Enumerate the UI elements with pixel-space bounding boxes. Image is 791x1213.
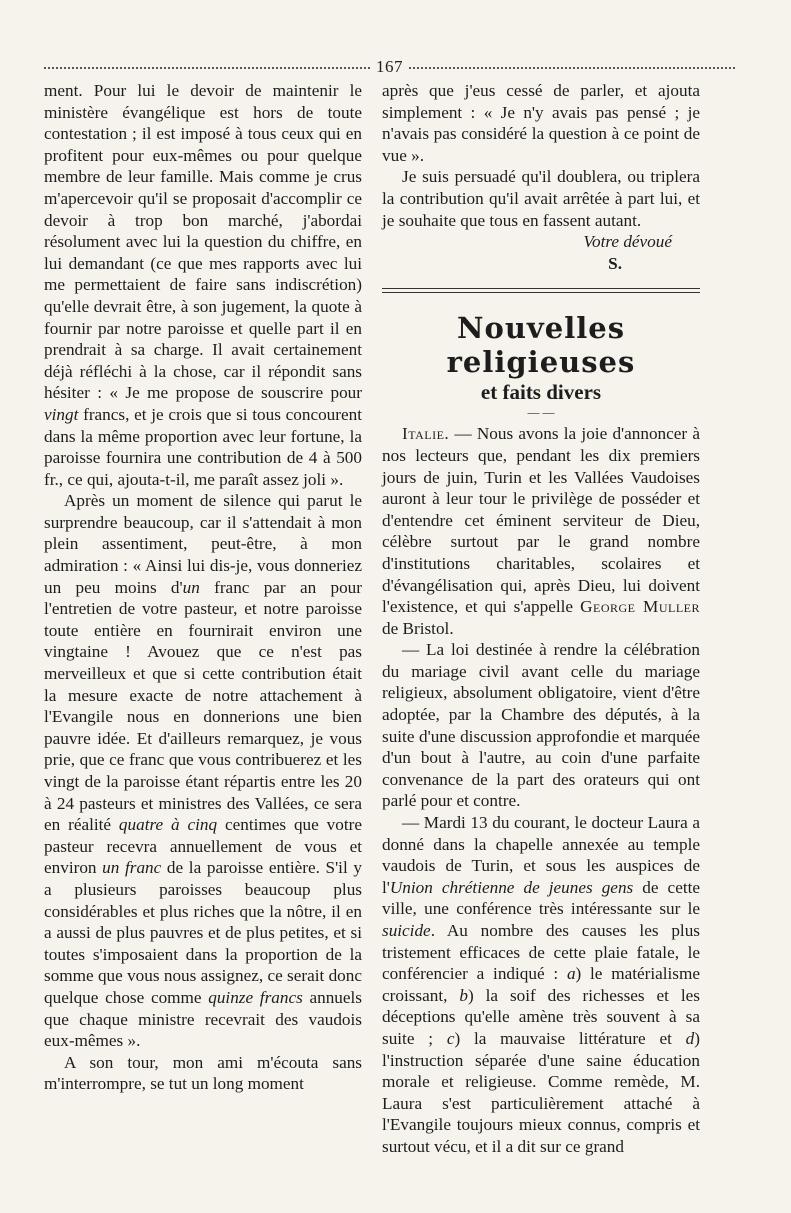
section-divider: [382, 288, 700, 293]
left-p2-italic-3: un franc: [102, 858, 162, 878]
news-conf-d: ) le matérialisme croissant,: [382, 964, 700, 1005]
left-p2-e: annuels que chaque ministre recevrait des vaudois eux-mêmes ».: [44, 987, 362, 1051]
left-p2-d: de la paroisse entière. S'il y a plusieurs paroisses beaucoup plus considérables et plus riches que la nôtre, il en a aussi de plus pauvres et de plus petites, et si toutes s'imposaient dans la proportion de la somme que vous nous assignez, ce serait donc quelque chose comme: [44, 858, 362, 1007]
header-rule-left: [44, 67, 370, 69]
left-paragraph-1: [44, 80, 362, 490]
page-header: [44, 56, 735, 78]
section-title: Nouvelles religieuses: [446, 311, 636, 380]
news-conf-italic-4: b: [459, 985, 468, 1005]
right-paragraph-2: Je suis persuadé qu'il doublera, ou triplera la contribution qu'il avait arrêtée à part lui, et je souhaite que tous en fassent autant.: [382, 167, 700, 230]
left-p1-text: ment. Pour lui le devoir de maintenir le ministère évangélique est hors de toute contestation ; il est imposé à tous ceux qui en profitent pour eux-mêmes ou pour quelque membre de leur famille. Mais comme je crus m'apercevoir qu'il se proposait d'accomplir ce devoir à trop bon marché, j'abordai résolument avec lui la question du chiffre, en lui demandant (ce que mes rapports avec lui me permettaient de faire sans indiscrétion) qu'elle devrait être, à son jugement, la quote à fournir par notre paroisse et quelle part il en prendrait à sa charge. Il avait certainement déjà réfléchi à la chose, car il répondit sans hésiter : « Je me propose de souscrire pour: [44, 81, 362, 403]
news-conf-italic-1: Union chrétienne de jeunes gens: [389, 877, 634, 897]
left-column: [44, 80, 362, 1095]
left-paragraph-3: A son tour, mon ami m'écouta sans m'interrompre, se tut un long moment: [44, 1052, 362, 1094]
left-p2-c: centimes que votre pasteur recevra annuellement de vous et environ: [44, 815, 362, 878]
left-p2-b: franc par an pour l'entretien de votre pasteur, et notre paroisse toute entière en fournirait environ une vingtaine ! Avouez que ce n'est pas merveilleux et que si cette contribution était la mesure exacte de notre attachement à l'Evangile nous en donnerions une bien pauvre idée. Et d'ailleurs remarquez, je vous prie, que ce franc que vous contribuerez et les vingt de la paroisse étant répartis entre les 20 à 24 pasteurs et ministres des Vallées, ce sera en réalité: [44, 577, 362, 835]
news-conf-e: ) la soif des richesses et les déceptions qu'elle amène très souvent à sa suite ;: [382, 985, 700, 1048]
news-item-italy: [382, 423, 700, 639]
left-p2-italic-4: quinze francs: [208, 987, 303, 1007]
news-conf-italic-3: a: [566, 964, 576, 984]
news-conf-italic-6: d: [685, 1028, 695, 1048]
news-italy-a: — Nous avons la joie d'annoncer à nos lecteurs que, pendant les dix premiers jours de juin, Turin et les Vallées Vaudoises auront à leur tour le privilège de posséder et d'entendre cet éminent serviteur de Dieu, célèbre surtout par le grand nombre d'institutions charitables, scolaires et d'évangélisation qui, après Dieu, lui doivent l'existence, et qui s'appelle: [382, 424, 700, 617]
left-p2-a: Après un moment de silence qui parut le surprendre beaucoup, car il s'attendait à mon plein assentiment, peut-être, à mon admiration : « Ainsi lui dis-je, vous donneriez un peu moins d': [44, 491, 362, 597]
news-conf-g: ) l'instruction séparée d'une saine éducation morale et religieuse. Comme remède, M. Laura s'est particulièrement attaché à l'Evangile toujours mieux connus, compris et surtout vécu, et il a dit sur ce grand: [382, 1028, 700, 1156]
right-column: [382, 80, 700, 1158]
news-italy-name: George Muller: [580, 597, 700, 617]
section-subtitle: et faits divers: [480, 380, 602, 405]
left-p2-italic-2: quatre à cinq: [118, 815, 218, 835]
left-p1-italic: vingt: [44, 404, 79, 424]
news-conf-italic-2: suicide: [382, 921, 431, 940]
news-item-conference: [382, 812, 700, 1158]
news-conf-b: de cette ville, une conférence très intéressante sur le: [382, 877, 700, 919]
left-p2-italic-1: un: [182, 577, 200, 597]
news-item-marriage-law: — La loi destinée à rendre la célébration du mariage civil avant celle du mariage religieux, absolument obligatoire, vient d'être adoptée, par la Chambre des députés, à la suite d'une discussion approfondie et marquée d'un bout à l'autre, au coin d'une parfaite convenance de la part des orateurs qui ont parlé pour et contre.: [382, 640, 700, 811]
news-conf-italic-5: c: [446, 1028, 455, 1048]
news-conf-f: ) la mauvaise littérature et: [454, 1028, 686, 1048]
news-conf-c: . Au nombre des causes les plus tristement efficaces de cette plaie fatale, le conférencier a indiqué :: [382, 921, 700, 984]
news-conf-a: — Mardi 13 du courant, le docteur Laura a donné dans la chapelle annexée au temple vaudois de Turin, et sous les auspices de l': [382, 813, 700, 897]
left-p1-end: francs, et je crois que si tous concourent dans la même proportion avec leur fortune, la paroisse fournira une contribution de 4 à 500 fr., ce qui, ajouta-t-il, me paraît assez joli ».: [44, 404, 362, 489]
left-paragraph-2: [44, 490, 362, 1051]
news-italy-b: de Bristol.: [382, 618, 454, 638]
letter-signature: S.: [608, 253, 622, 273]
page-number: 167: [376, 57, 403, 76]
news-italy-lead: Italie.: [402, 424, 450, 444]
letter-signoff: Votre dévoué: [583, 232, 672, 252]
section-dash: — —: [527, 405, 555, 420]
header-rule-right: [409, 67, 735, 69]
right-paragraph-1: après que j'eus cessé de parler, et ajouta simplement : « Je n'y avais pas pensé ; je n'avais pas considéré la question à ce point de vue ».: [382, 81, 700, 165]
